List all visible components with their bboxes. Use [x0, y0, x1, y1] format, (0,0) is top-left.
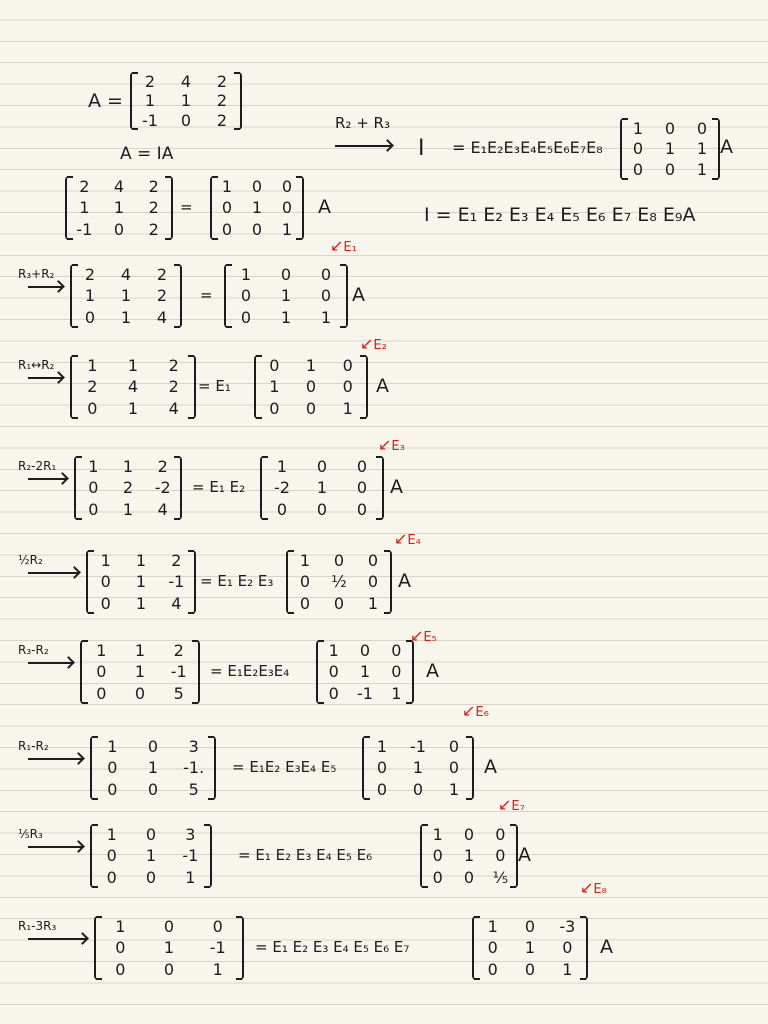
step-a: A	[318, 196, 331, 218]
matrix-cell: -3	[559, 917, 576, 937]
matrix-cell: 1	[367, 593, 379, 613]
marker-label: E₈	[593, 882, 607, 897]
matrix-cell: 0	[632, 160, 644, 180]
step-right-matrix	[254, 355, 368, 419]
matrix-cell: 2	[156, 265, 168, 285]
matrix-cell: 0	[333, 551, 345, 571]
matrix-cell: 0	[448, 758, 460, 778]
matrix-cell: 0	[180, 110, 192, 130]
result2: I = E₁ E₂ E₃ E₄ E₅ E₆ E₇ E₈ E₉A	[424, 204, 696, 226]
matrix-cell: 2	[144, 72, 156, 92]
matrix-cell: 2	[157, 457, 168, 477]
matrix-cell: -1	[76, 219, 93, 239]
matrix-cell: 0	[328, 683, 339, 703]
matrix-cell: 1	[463, 846, 475, 866]
matrix-cell: 1	[79, 198, 90, 218]
step-right-grid	[474, 916, 586, 980]
matrix-cell: 0	[391, 641, 402, 661]
matrix-cell: 0	[356, 499, 368, 519]
matrix-cell: 0	[342, 377, 353, 397]
matrix-cell: 0	[88, 478, 99, 498]
matrix-cell: 1	[180, 91, 192, 111]
matrix-cell: 0	[251, 177, 263, 197]
matrix-cell: 0	[134, 683, 146, 703]
matrix-cell: 0	[367, 551, 379, 571]
marker-label: E₃	[391, 439, 405, 454]
matrix-cell: 0	[320, 265, 332, 285]
step-left-matrix	[90, 824, 212, 888]
matrix-cell: 1	[448, 779, 460, 799]
matrix-a	[130, 72, 242, 130]
matrix-cell: 0	[328, 662, 339, 682]
matrix-cell: 0	[495, 846, 506, 866]
step-product: = E₁ E₂ E₃ E₄ E₅ E₆	[238, 846, 373, 864]
matrix-cell: 2	[122, 478, 134, 498]
matrix-cell: 1	[145, 846, 157, 866]
matrix-cell: 1	[280, 286, 292, 306]
matrix-cell: 0	[107, 758, 118, 778]
matrix-cell: 0	[87, 398, 98, 418]
step-a: A	[352, 284, 365, 306]
matrix-cell: 1	[96, 641, 107, 661]
matrix-cell: 4	[113, 177, 125, 197]
matrix-cell: 0	[96, 662, 107, 682]
matrix-cell: 0	[376, 779, 388, 799]
matrix-cell: 1	[276, 457, 288, 477]
matrix-cell: 2	[148, 177, 159, 197]
elementary-matrix-marker	[498, 797, 525, 813]
step-arrow	[28, 846, 82, 848]
matrix-cell: 0	[163, 959, 175, 979]
matrix-cell: 0	[88, 499, 99, 519]
matrix-cell: 1	[269, 377, 280, 397]
matrix-cell: 1	[127, 398, 139, 418]
matrix-cell: 4	[156, 307, 168, 327]
matrix-cell: 1	[106, 825, 117, 845]
matrix-cell: -1	[410, 737, 426, 757]
step-product: = E₁E₂ E₃E₄ E₅	[232, 758, 337, 776]
matrix-cell: 0	[448, 737, 460, 757]
matrix-cell: 4	[157, 499, 168, 519]
matrix-cell: 0	[147, 737, 159, 757]
red-arrow-icon: ↙	[378, 435, 392, 454]
matrix-cell: -1	[357, 683, 373, 703]
matrix-cell: 0	[84, 307, 96, 327]
matrix-cell: 1	[696, 160, 708, 180]
step-operation: ½R₂	[18, 553, 43, 567]
step-a: A	[426, 660, 439, 682]
matrix-cell: 0	[280, 265, 292, 285]
matrix-cell: 1	[328, 641, 339, 661]
matrix-cell: 1	[134, 662, 146, 682]
result1-matrix-grid	[622, 118, 718, 180]
matrix-cell: 0	[316, 457, 328, 477]
elementary-matrix-marker	[360, 336, 387, 352]
matrix-cell: -1.	[183, 758, 205, 778]
elementary-matrix-marker	[378, 437, 405, 453]
step-arrow	[28, 662, 72, 664]
matrix-cell: 1	[305, 356, 317, 376]
matrix-cell: 1	[88, 457, 99, 477]
matrix-cell: 0	[100, 593, 111, 613]
matrix-cell: 1	[299, 551, 311, 571]
matrix-cell: 2	[168, 377, 179, 397]
matrix-cell: ½	[331, 572, 347, 592]
matrix-cell: 0	[113, 219, 125, 239]
matrix-cell: 1	[391, 683, 402, 703]
matrix-cell: 1	[135, 551, 147, 571]
matrix-cell: 2	[216, 91, 228, 111]
red-arrow-icon: ↙	[410, 626, 424, 645]
matrix-cell: 0	[269, 356, 280, 376]
matrix-cell: 1	[281, 219, 293, 239]
header-op: R₂ + R₃	[335, 114, 390, 132]
step-right-matrix	[420, 824, 518, 888]
matrix-cell: 2	[148, 219, 159, 239]
matrix-cell: 1	[487, 917, 498, 937]
red-arrow-icon: ↙	[462, 701, 476, 720]
red-arrow-icon: ↙	[330, 236, 344, 255]
matrix-cell: 5	[188, 779, 199, 799]
step-operation: R₂-2R₁	[18, 459, 57, 473]
matrix-cell: 0	[106, 846, 117, 866]
step-left-grid	[67, 176, 171, 240]
matrix-cell: 0	[163, 917, 175, 937]
matrix-cell: 0	[432, 867, 443, 887]
matrix-cell: 0	[276, 499, 288, 519]
step-product: = E₁ E₂ E₃	[200, 572, 274, 590]
matrix-cell: 1	[134, 641, 146, 661]
elementary-matrix-marker	[394, 531, 421, 547]
matrix-cell: 0	[664, 118, 676, 138]
header-arrow	[335, 145, 391, 147]
matrix-cell: 0	[115, 959, 126, 979]
matrix-cell: 1	[120, 307, 132, 327]
step-left-grid	[88, 550, 194, 614]
elementary-matrix-marker	[580, 880, 607, 896]
matrix-cell: 0	[147, 779, 159, 799]
matrix-cell: 0	[356, 478, 368, 498]
matrix-cell: 1	[107, 737, 118, 757]
elementary-matrix-marker	[410, 628, 437, 644]
step-product: = E₁ E₂	[192, 478, 246, 496]
matrix-cell: 1	[212, 959, 223, 979]
matrix-cell: 0	[107, 779, 118, 799]
red-arrow-icon: ↙	[498, 795, 512, 814]
step-arrow	[28, 572, 78, 574]
step-a: A	[518, 844, 531, 866]
step-right-grid	[262, 456, 382, 520]
red-arrow-icon: ↙	[394, 529, 408, 548]
step-right-matrix	[210, 176, 304, 240]
matrix-cell: 1	[163, 938, 175, 958]
matrix-cell: 0	[632, 139, 644, 159]
matrix-cell: 0	[463, 825, 475, 845]
matrix-cell: 0	[269, 398, 280, 418]
matrix-cell: 0	[115, 938, 126, 958]
matrix-cell: 0	[524, 959, 536, 979]
matrix-cell: 0	[145, 825, 157, 845]
step-left-matrix	[74, 456, 182, 520]
step-left-matrix	[65, 176, 173, 240]
marker-label: E₄	[407, 533, 421, 548]
matrix-cell: -1	[170, 662, 187, 682]
step-left-matrix	[90, 736, 216, 800]
matrix-cell: 5	[173, 683, 184, 703]
step-right-grid	[288, 550, 390, 614]
matrix-cell: 2	[173, 641, 184, 661]
step-left-grid	[92, 736, 214, 800]
matrix-cell: 1	[144, 91, 156, 111]
matrix-cell: 1	[240, 265, 252, 285]
matrix-cell: 1	[122, 457, 134, 477]
matrix-cell: 0	[412, 779, 424, 799]
marker-label: E₂	[373, 338, 387, 353]
red-arrow-icon: ↙	[360, 334, 374, 353]
matrix-cell: 0	[391, 662, 402, 682]
step-left-grid	[72, 355, 194, 419]
step-arrow	[28, 758, 82, 760]
matrix-cell: 1	[664, 139, 676, 159]
matrix-cell: 2	[87, 377, 98, 397]
step-product: = E₁ E₂ E₃ E₄ E₅ E₆ E₇	[255, 938, 410, 956]
marker-label: E₆	[475, 705, 489, 720]
step-right-grid	[226, 264, 346, 328]
matrix-cell: 1	[432, 825, 443, 845]
matrix-cell: 3	[188, 737, 199, 757]
matrix-cell: 1	[359, 662, 371, 682]
step-operation: R₃+R₂	[18, 267, 55, 281]
step-arrow	[28, 286, 62, 288]
matrix-cell: 0	[359, 641, 371, 661]
matrix-cell: 0	[495, 825, 506, 845]
identity-label: I	[418, 136, 425, 161]
step-a: A	[390, 476, 403, 498]
step-arrow	[28, 478, 66, 480]
matrix-cell: 0	[305, 398, 317, 418]
matrix-a-grid	[132, 72, 240, 130]
matrix-cell: 0	[320, 286, 332, 306]
matrix-cell: 4	[168, 398, 179, 418]
matrix-cell: 1	[113, 198, 125, 218]
matrix-cell: 0	[524, 917, 536, 937]
matrix-cell: 0	[305, 377, 317, 397]
matrix-cell: 0	[106, 867, 117, 887]
matrix-cell: ⅕	[492, 867, 509, 887]
matrix-cell: 1	[135, 572, 147, 592]
matrix-cell: 2	[216, 72, 228, 92]
matrix-cell: 1	[696, 139, 708, 159]
matrix-cell: 0	[333, 593, 345, 613]
step-left-matrix	[94, 916, 244, 980]
step-left-matrix	[80, 640, 200, 704]
matrix-cell: 0	[316, 499, 328, 519]
matrix-cell: -2	[154, 478, 171, 498]
matrix-cell: 0	[100, 572, 111, 592]
step-right-matrix	[362, 736, 474, 800]
matrix-cell: 0	[212, 917, 223, 937]
matrix-cell: 1	[122, 499, 134, 519]
matrix-cell: -1	[168, 572, 185, 592]
marker-label: E₁	[343, 240, 357, 255]
step-operation: R₁-R₂	[18, 739, 49, 753]
matrix-cell: 0	[342, 356, 353, 376]
step-product: =	[180, 198, 193, 216]
matrix-cell: 0	[96, 683, 107, 703]
matrix-cell: 2	[84, 265, 96, 285]
matrix-cell: -1	[182, 846, 199, 866]
step-operation: R₁↔R₂	[18, 358, 55, 372]
step-a: A	[398, 570, 411, 592]
step-left-matrix	[70, 355, 196, 419]
step-operation: ⅕R₃	[18, 827, 43, 841]
matrix-cell: 1	[100, 551, 111, 571]
step-right-grid	[422, 824, 516, 888]
matrix-cell: 2	[79, 177, 90, 197]
result1-matrix	[620, 118, 720, 180]
matrix-cell: 1	[562, 959, 573, 979]
matrix-cell: 0	[664, 160, 676, 180]
step-right-grid	[318, 640, 412, 704]
a-equals-ia: A = IA	[120, 144, 174, 164]
step-right-matrix	[260, 456, 384, 520]
matrix-cell: 0	[299, 572, 311, 592]
step-right-matrix	[472, 916, 588, 980]
matrix-cell: 1	[251, 198, 263, 218]
matrix-cell: 1	[147, 758, 159, 778]
red-arrow-icon: ↙	[580, 878, 594, 897]
matrix-cell: -1	[209, 938, 226, 958]
step-left-grid	[72, 264, 180, 328]
matrix-cell: 2	[148, 198, 159, 218]
matrix-cell: 1	[120, 286, 132, 306]
step-product: = E₁E₂E₃E₄	[210, 662, 290, 680]
matrix-cell: 0	[221, 198, 233, 218]
result1-a: A	[720, 136, 733, 158]
matrix-cell: 4	[120, 265, 132, 285]
marker-label: E₇	[511, 799, 525, 814]
step-right-matrix	[286, 550, 392, 614]
matrix-cell: -2	[274, 478, 290, 498]
step-right-grid	[364, 736, 472, 800]
matrix-cell: 1	[412, 758, 424, 778]
matrix-cell: -1	[142, 110, 158, 130]
matrix-cell: 0	[562, 938, 573, 958]
step-operation: R₃-R₂	[18, 643, 49, 657]
matrix-cell: 4	[180, 72, 192, 92]
step-a: A	[376, 375, 389, 397]
matrix-cell: 0	[432, 846, 443, 866]
matrix-cell: 0	[240, 286, 252, 306]
matrix-cell: 2	[171, 551, 182, 571]
matrix-cell: 0	[281, 177, 293, 197]
result1-product: = E₁E₂E₃E₄E₅E₆E₇E₈	[452, 138, 603, 157]
matrix-cell: 1	[185, 867, 196, 887]
matrix-cell: 1	[84, 286, 96, 306]
matrix-cell: 1	[632, 118, 644, 138]
matrix-cell: 0	[251, 219, 263, 239]
step-left-grid	[92, 824, 210, 888]
step-arrow	[28, 377, 62, 379]
step-left-grid	[82, 640, 198, 704]
matrix-cell: 1	[221, 177, 233, 197]
marker-label: E₅	[423, 630, 437, 645]
step-right-matrix	[316, 640, 414, 704]
step-left-matrix	[86, 550, 196, 614]
matrix-cell: 0	[145, 867, 157, 887]
matrix-cell: 4	[171, 593, 182, 613]
matrix-cell: 1	[524, 938, 536, 958]
elementary-matrix-marker	[462, 703, 489, 719]
step-left-grid	[96, 916, 242, 980]
step-right-grid	[212, 176, 302, 240]
step-left-grid	[76, 456, 180, 520]
matrix-cell: 4	[127, 377, 139, 397]
matrix-cell: 0	[463, 867, 475, 887]
matrix-cell: 1	[376, 737, 388, 757]
matrix-cell: 2	[156, 286, 168, 306]
matrix-cell: 0	[240, 307, 252, 327]
matrix-cell: 0	[299, 593, 311, 613]
matrix-cell: 1	[280, 307, 292, 327]
matrix-cell: 1	[87, 356, 98, 376]
matrix-cell: 1	[115, 917, 126, 937]
step-right-matrix	[224, 264, 348, 328]
step-operation: R₁-3R₃	[18, 919, 57, 933]
step-a: A	[484, 756, 497, 778]
matrix-cell: 0	[356, 457, 368, 477]
matrix-cell: 0	[487, 938, 498, 958]
matrix-cell: 2	[216, 110, 228, 130]
matrix-cell: 3	[185, 825, 196, 845]
matrix-cell: 2	[168, 356, 179, 376]
matrix-cell: 1	[135, 593, 147, 613]
matrix-cell: 0	[281, 198, 293, 218]
matrix-cell: 1	[342, 398, 353, 418]
matrix-cell: 1	[320, 307, 332, 327]
elementary-matrix-marker	[330, 238, 357, 254]
step-arrow	[28, 938, 86, 940]
matrix-cell: 0	[221, 219, 233, 239]
matrix-cell: 1	[127, 356, 139, 376]
matrix-cell: 0	[487, 959, 498, 979]
step-left-matrix	[70, 264, 182, 328]
matrix-cell: 0	[376, 758, 388, 778]
step-product: = E₁	[198, 377, 231, 395]
a-label: A =	[88, 90, 123, 112]
matrix-cell: 0	[367, 572, 379, 592]
step-a: A	[600, 936, 613, 958]
matrix-cell: 1	[316, 478, 328, 498]
matrix-cell: 0	[696, 118, 708, 138]
step-product: =	[200, 286, 213, 304]
step-right-grid	[256, 355, 366, 419]
